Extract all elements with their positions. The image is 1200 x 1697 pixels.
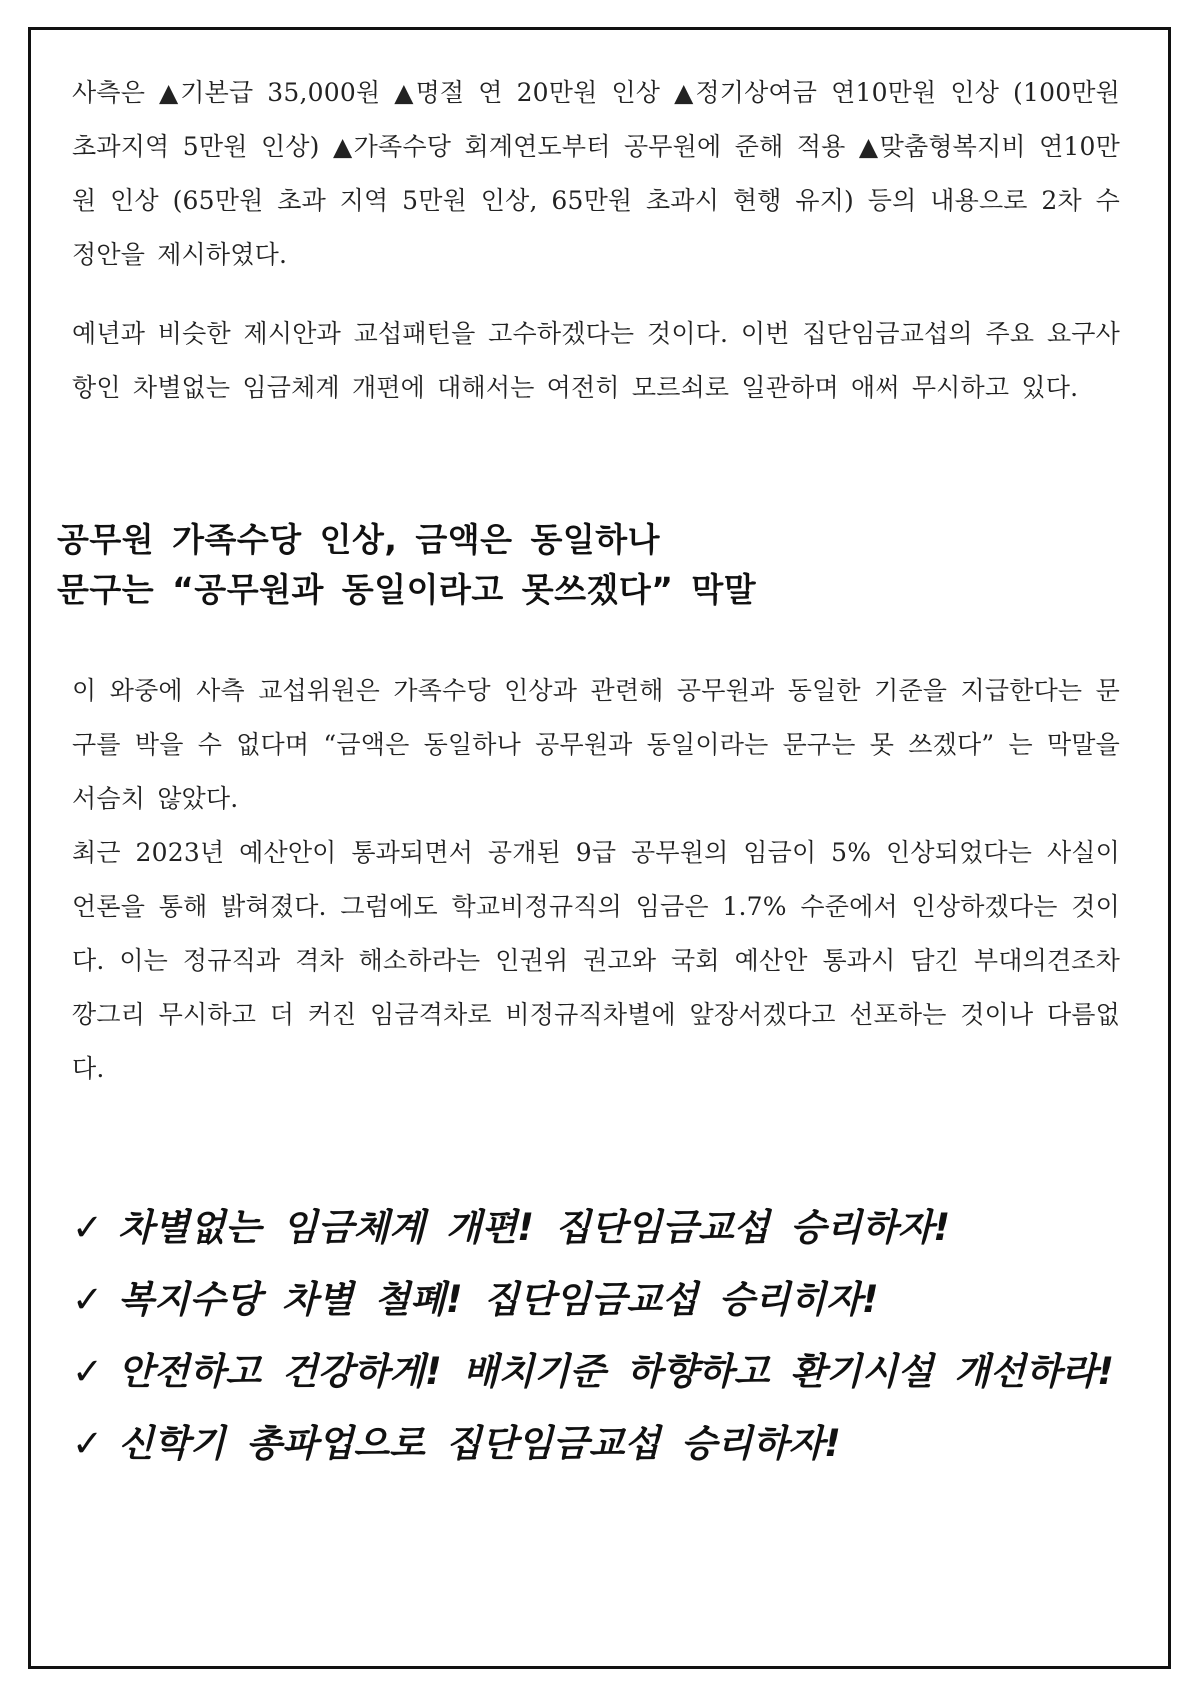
slogan-list — [72, 1192, 1152, 1480]
section-heading-line-2: 문구는 “공무원과 동일이라고 못쓰겠다” 막말 — [57, 570, 757, 609]
slogan-text: 차별없는 임금체계 개편! 집단임금교섭 승리하자! — [118, 1206, 951, 1249]
paragraph-negotiator-remark: 이 와중에 사측 교섭위원은 가족수당 인상과 관련해 공무원과 동일한 기준을 지급한다는 문구를 박을 수 없다며 “금액은 동일하나 공무원과 동일이라는 문구는 못 쓰겠다” 는 막말을 서슴치 않았다. — [72, 676, 1120, 813]
slogan-item — [72, 1264, 1152, 1336]
section-heading-line-1: 공무원 가족수당 인상, 금액은 동일하나 — [57, 520, 661, 559]
slogan-item — [72, 1408, 1152, 1480]
paragraph-wage-gap: 최근 2023년 예산안이 통과되면서 공개된 9급 공무원의 임금이 5% 인상되었다는 사실이 언론을 통해 밝혀졌다. 그럼에도 학교비정규직의 임금은 1.7% 수준에서 인상하겠다는 것이다. 이는 정규직과 격차 해소하라는 인권위 권고와 국회 예산안 통과시 담긴 부대의견조차 깡그리 무시하고 더 커진 임금격차로 비정규직차별에 앞장서겠다고 선포하는 것이나 다름없다. — [72, 838, 1120, 1083]
checkmark-icon: ✓ — [72, 1422, 104, 1465]
checkmark-icon: ✓ — [72, 1278, 104, 1321]
slogan-item — [72, 1336, 1152, 1408]
paragraph-proposal-details: 사측은 ▲기본급 35,000원 ▲명절 연 20만원 인상 ▲정기상여금 연10만원 인상 (100만원 초과지역 5만원 인상) ▲가족수당 회계연도부터 공무원에 준해 적용 ▲맞춤형복지비 연10만원 인상 (65만원 초과 지역 5만원 인상, 65만원 초과시 현행 유지) 등의 내용으로 2차 수정안을 제시하였다. — [72, 78, 1120, 269]
checkmark-icon: ✓ — [72, 1350, 104, 1393]
paragraph-negotiation-pattern: 예년과 비슷한 제시안과 교섭패턴을 고수하겠다는 것이다. 이번 집단임금교섭의 주요 요구사항인 차별없는 임금체계 개편에 대해서는 여전히 모르쇠로 일관하며 애써 무시하고 있다. — [72, 319, 1120, 402]
slogan-text: 신학기 총파업으로 집단임금교섭 승리하자! — [118, 1422, 841, 1465]
slogan-text: 안전하고 건강하게! 배치기준 하향하고 환기시설 개선하라! — [118, 1350, 1114, 1393]
slogan-text: 복지수당 차별 철폐! 집단임금교섭 승리히자! — [118, 1278, 879, 1321]
slogan-item — [72, 1192, 1152, 1264]
checkmark-icon: ✓ — [72, 1206, 104, 1249]
